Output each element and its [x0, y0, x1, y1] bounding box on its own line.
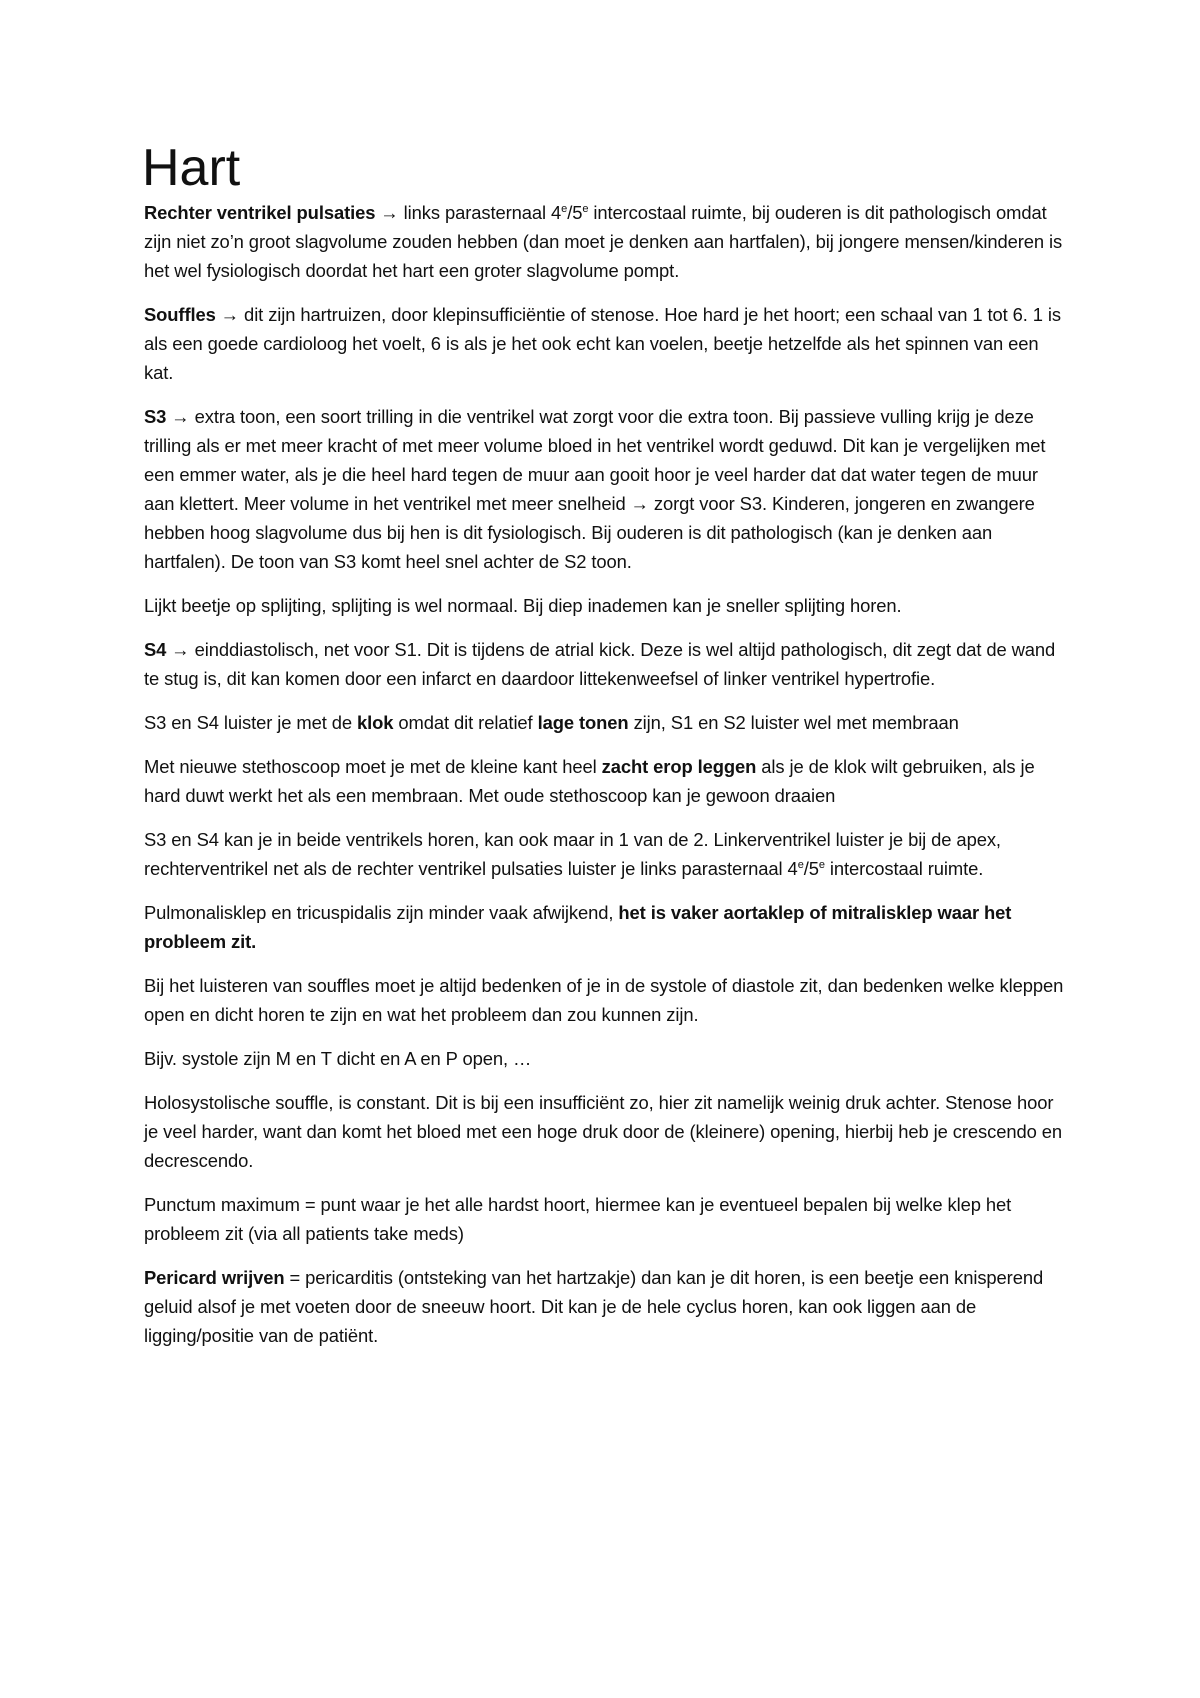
paragraph-text: Bij het luisteren van souffles moet je altijd bedenken of je in de systole of diastole zit, dan bedenken welke kleppen open en dicht horen te zijn en wat het probleem dan zou kunnen zijn.: [144, 975, 1064, 1025]
paragraph: [144, 971, 1064, 1029]
superscript: e: [582, 202, 589, 215]
paragraph: [144, 402, 1064, 576]
bold-term: klok: [357, 712, 394, 733]
paragraph-text: intercostaal ruimte.: [824, 858, 984, 879]
paragraph-text: /5: [567, 202, 583, 223]
paragraph-text: omdat dit relatief: [393, 712, 538, 733]
bold-term: S4: [144, 639, 167, 660]
paragraph-text: intercostaal ruimte, bij ouderen is dit pathologisch omdat zijn niet zo’n groot slagvolume zouden hebben (dan moet je denken aan hartfalen), bij jongere mensen/kinderen is het wel fysiologisch doordat het hart een groter slagvolume pompt.: [144, 202, 1063, 281]
bold-term: Souffles: [144, 304, 216, 325]
paragraph: [144, 300, 1064, 387]
bold-term: zacht erop leggen: [601, 756, 757, 777]
paragraph-text: Met nieuwe stethoscoop moet je met de kleine kant heel: [144, 756, 602, 777]
bold-term: lage tonen: [537, 712, 629, 733]
paragraph-text: → dit zijn hartruizen, door klepinsufficiëntie of stenose. Hoe hard je het hoort; een schaal van 1 tot 6. 1 is als een goede cardioloog het voelt, 6 is als je het ook echt kan voelen, beetje hetzelfde als het spinnen van een kat.: [144, 304, 1061, 383]
superscript: e: [797, 858, 804, 871]
paragraph: [144, 1044, 1064, 1073]
superscript: e: [818, 858, 825, 871]
paragraph-list: [144, 198, 1064, 1350]
paragraph-text: → links parasternaal 4: [375, 202, 562, 223]
paragraph-text: S3 en S4 luister je met de: [144, 712, 357, 733]
paragraph-text: Lijkt beetje op splijting, splijting is wel normaal. Bij diep inademen kan je sneller splijting horen.: [144, 595, 902, 616]
paragraph-text: → extra toon, een soort trilling in die ventrikel wat zorgt voor die extra toon. Bij passieve vulling krijg je deze trilling als er met meer kracht of met meer volume bloed in het ventrikel wordt geduwd. Dit kan je vergelijken met een emmer water, als je die heel hard tegen de muur aan gooit hoor je veel harder dat dat water tegen de muur aan klettert. Meer volume in het ventrikel met meer snelheid → zorgt voor S3. Kinderen, jongeren en zwangere hebben hoog slagvolume dus bij hen is dit fysiologisch. Bij ouderen is dit pathologisch (kan je denken aan hartfalen). De toon van S3 komt heel snel achter de S2 toon.: [144, 406, 1046, 572]
bold-term: Pericard wrijven: [144, 1267, 285, 1288]
paragraph: [144, 198, 1064, 285]
paragraph-text: Bijv. systole zijn M en T dicht en A en P open, …: [144, 1048, 532, 1069]
superscript: e: [561, 202, 568, 215]
paragraph-text: /5: [803, 858, 819, 879]
paragraph: [144, 635, 1064, 693]
paragraph: [144, 898, 1064, 956]
paragraph: [144, 1263, 1064, 1350]
paragraph: [144, 752, 1064, 810]
paragraph: [144, 591, 1064, 620]
paragraph-text: als je de klok wilt gebruiken, als je hard duwt werkt het als een membraan. Met oude stethoscoop kan je gewoon draaien: [144, 756, 1035, 806]
paragraph: [144, 1088, 1064, 1175]
paragraph-text: → einddiastolisch, net voor S1. Dit is tijdens de atrial kick. Deze is wel altijd pathologisch, dit zegt dat de wand te stug is, dit kan komen door een infarct en daardoor littekenweefsel of linker ventrikel hypertrofie.: [144, 639, 1056, 689]
bold-term: het is vaker aortaklep of mitralisklep waar het probleem zit.: [144, 902, 1012, 952]
bold-term: S3: [144, 406, 167, 427]
paragraph-text: S3 en S4 kan je in beide ventrikels horen, kan ook maar in 1 van de 2. Linkerventrikel luister je bij de apex, rechterventrikel net als de rechter ventrikel pulsaties luister je links parasternaal 4: [144, 829, 1001, 879]
paragraph-text: Holosystolische souffle, is constant. Dit is bij een insufficiënt zo, hier zit namelijk weinig druk achter. Stenose hoor je veel harder, want dan komt het bloed met een hoge druk door de (kleinere) opening, hierbij heb je crescendo en decrescendo.: [144, 1092, 1063, 1171]
paragraph-text: zijn, S1 en S2 luister wel met membraan: [628, 712, 959, 733]
bold-term: Rechter ventrikel pulsaties: [144, 202, 376, 223]
document-body: [144, 138, 1064, 1365]
paragraph-text: Punctum maximum = punt waar je het alle hardst hoort, hiermee kan je eventueel bepalen bij welke klep het probleem zit (via all patients take meds): [144, 1194, 1012, 1244]
paragraph-text: = pericarditis (ontsteking van het hartzakje) dan kan je dit horen, is een beetje een knisperend geluid alsof je met voeten door de sneeuw hoort. Dit kan je de hele cyclus horen, kan ook liggen aan de ligging/positie van de patiënt.: [144, 1267, 1044, 1346]
paragraph-text: Pulmonalisklep en tricuspidalis zijn minder vaak afwijkend,: [144, 902, 619, 923]
paragraph: [144, 1190, 1064, 1248]
paragraph: [144, 825, 1064, 883]
paragraph: [144, 708, 1064, 737]
page-title: Hart: [142, 139, 241, 197]
